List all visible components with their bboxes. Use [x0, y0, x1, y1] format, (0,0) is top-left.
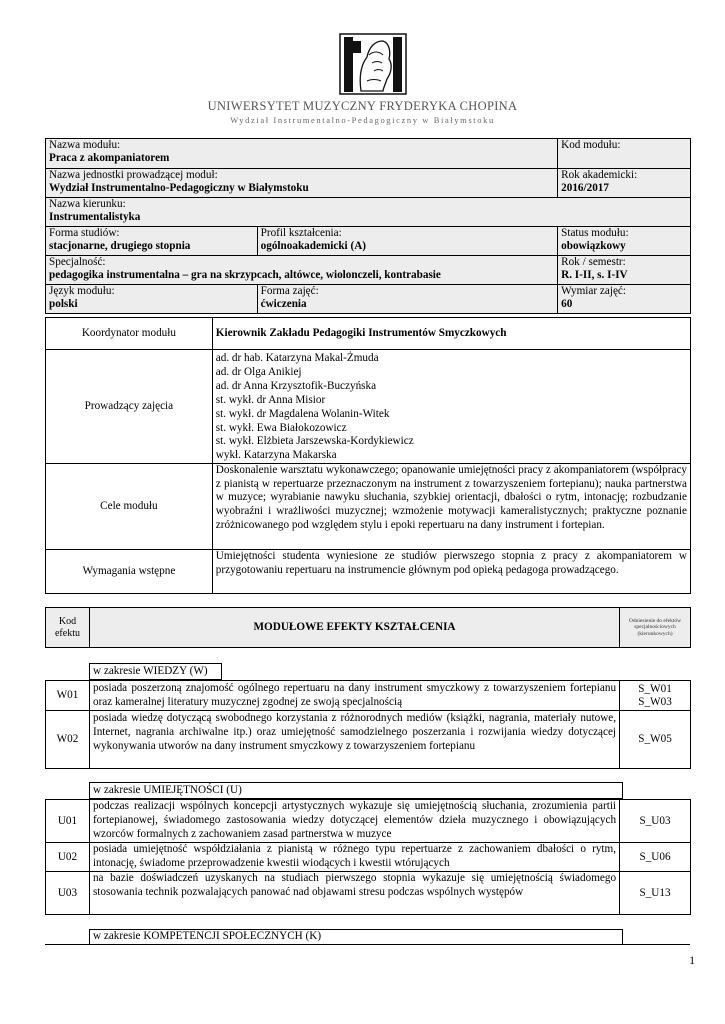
reference-header: Odniesienie do efektów specjalnościowych (kierunkowych): [620, 608, 691, 648]
effects-header-table: [45, 607, 691, 648]
effect-reference: S_U03: [620, 800, 691, 843]
effect-code: W01: [46, 681, 90, 711]
effect-text: posiada wiedzę dotyczącą swobodnego korzystania z różnorodnych mediów (książki, nagrania, materiały nutowe, Internet, nagrania archiwalne itp.) oraz umiejętność samodzielnego poszerzania i rozwijania wiedzy dotyczącej wykonywania utworów na dany instrument smyczkowy z towarzyszeniem fortepianu: [89, 711, 619, 769]
teachers-list: [212, 350, 690, 464]
module-name: Praca z akompaniatorem: [49, 152, 170, 164]
module-name-cell: Nazwa modułu: Praca z akompaniatorem: [46, 139, 558, 169]
requirements-text: Umiejętności studenta wyniesione ze studiów pierwszego stopnia z pracy z akompaniatorem w przygotowaniu repertuaru na instrumencie głównym pod opieką pedagoga prowadzącego.: [212, 550, 690, 594]
teacher-item: ad. dr Anna Krzysztofik-Buczyńska: [215, 379, 377, 392]
knowledge-table: [45, 680, 691, 769]
form-cell: Forma studiów: stacjonarne, drugiego stopnia: [46, 227, 258, 256]
goals-text: Doskonalenie warsztatu wykonawczego; opanowanie umiejętności pracy z akompaniatorem (współpracy z pianistą w repertuarze przeznaczonym na instrument z towarzyszeniem fortepianu); nauka partnerstwa w muzyce; wyrabianie nawyku słuchania, szybkiej orientacji, dbałości o rytm, intonację; rozbudzanie wyobraźni i wrażliwości muzycznej; wzmożenie motywacji kameralistycznych; praktyczne poznanie zróżnicowanego pod względem stylu i epoki repertuaru na dany instrument i fortepian.: [212, 464, 690, 550]
teachers-label: Prowadzący zajęcia: [46, 350, 213, 464]
teacher-item: ad. dr hab. Katarzyna Makal-Żmuda: [215, 352, 379, 364]
effect-text: posiada umiejętność współdziałania z pianistą w różnego typu repertuarze z zachowaniem dbałości o rytm, intonację, świadome przeprowadzenie kwestii wiodących i kwestii wtórujących: [89, 843, 619, 872]
teacher-item: wykł. Katarzyna Makarska: [215, 449, 337, 462]
effect-code: U03: [46, 872, 90, 915]
coordinator-table: [45, 317, 691, 594]
social-title: w zakresie KOMPETENCJI SPOŁECZNYCH (K): [90, 930, 623, 945]
year-cell: Rok akademicki: 2016/2017: [558, 169, 691, 198]
profile-cell: Profil kształcenia: ogólnoakademicki (A): [257, 227, 557, 256]
coordinator-label: Koordynator modułu: [46, 318, 213, 350]
requirements-label: Wymagania wstępne: [46, 550, 213, 594]
semester-cell: Rok / semestr: R. I-II, s. I-IV: [558, 256, 691, 285]
effect-text: posiada poszerzoną znajomość ogólnego repertuaru na dany instrument smyczkowy z towarzyszeniem fortepianu oraz kameralnej literatury muzycznej zgodnej ze swoją specjalnością: [89, 681, 619, 711]
page-number: 1: [689, 955, 695, 967]
divider: [45, 944, 690, 945]
effect-code: U02: [46, 843, 90, 872]
code-header: Kod efektu: [46, 608, 90, 648]
skills-table: [45, 799, 691, 915]
effect-reference: S_W05: [620, 711, 691, 769]
specialty-cell: Specjalność: pedagogika instrumentalna – gra na skrzypcach, altówce, wiolonczeli, kontrabasie: [46, 256, 558, 285]
knowledge-title-table: [89, 663, 222, 680]
reference-code: S_W01: [638, 682, 672, 695]
effect-reference: S_U13: [620, 872, 691, 915]
university-name: UNIWERSYTET MUZYCZNY FRYDERYKA CHOPINA: [207, 99, 518, 113]
module-info-table: [45, 138, 691, 314]
teacher-item: ad. dr Olga Anikiej: [215, 365, 302, 378]
goals-label: Cele modułu: [46, 464, 213, 550]
effect-code: W02: [46, 711, 90, 769]
effect-text: na bazie doświadczeń uzyskanych na studiach pierwszego stopnia wykazuje się umiejętnością świadomego stosowania technik pozwalających panować nad objawami stresu podczas wspólnych występów: [89, 872, 619, 915]
knowledge-title: w zakresie WIEDZY (W): [90, 664, 222, 680]
module-code-cell: Kod modułu:: [558, 139, 691, 169]
skills-title-table: [89, 782, 623, 799]
teacher-item: st. wykł. dr Magdalena Wolanin-Witek: [215, 407, 390, 420]
class-form-cell: Forma zajęć: ćwiczenia: [257, 285, 557, 314]
effect-text: podczas realizacji wspólnych koncepcji artystycznych wykazuje się umiejętnością słuchania, zrozumienia partii fortepianowej, świadomego zastosowania wiedzy dotyczącej elementów dzieła muzycznego i obowiązujących wzorców formalnych z zachowaniem zasad partnerstwa w muzyce: [89, 800, 619, 843]
hours-cell: Wymiar zajęć: 60: [558, 285, 691, 314]
university-logo: [339, 33, 407, 95]
status-cell: Status modułu: obowiązkowy: [558, 227, 691, 256]
skills-title: w zakresie UMIEJĘTNOŚCI (U): [90, 783, 623, 799]
effects-title: MODUŁOWE EFEKTY KSZTAŁCENIA: [89, 608, 619, 648]
teacher-item: st. wykł. Elżbieta Jarszewska-Kordykiewicz: [215, 435, 414, 448]
reference-code: S_W03: [638, 695, 672, 708]
faculty-name: Wydział Instrumentalno-Pedagogiczny w Białymstoku: [230, 115, 495, 125]
language-cell: Język modułu: polski: [46, 285, 258, 314]
teacher-item: st. wykł. dr Anna Misior: [215, 393, 326, 406]
unit-cell: Nazwa jednostki prowadzącej moduł: Wydział Instrumentalno-Pedagogiczny w Białymstoku: [46, 169, 558, 198]
effect-code: U01: [46, 800, 90, 843]
effect-reference: S_U06: [620, 843, 691, 872]
coordinator-value: Kierownik Zakładu Pedagogiki Instrumentów Smyczkowych: [212, 318, 690, 350]
effect-reference: [620, 681, 691, 711]
social-title-table: [89, 929, 623, 945]
field-cell: Nazwa kierunku: Instrumentalistyka: [46, 198, 691, 227]
teacher-item: st. wykł. Ewa Białokozowicz: [215, 421, 347, 434]
